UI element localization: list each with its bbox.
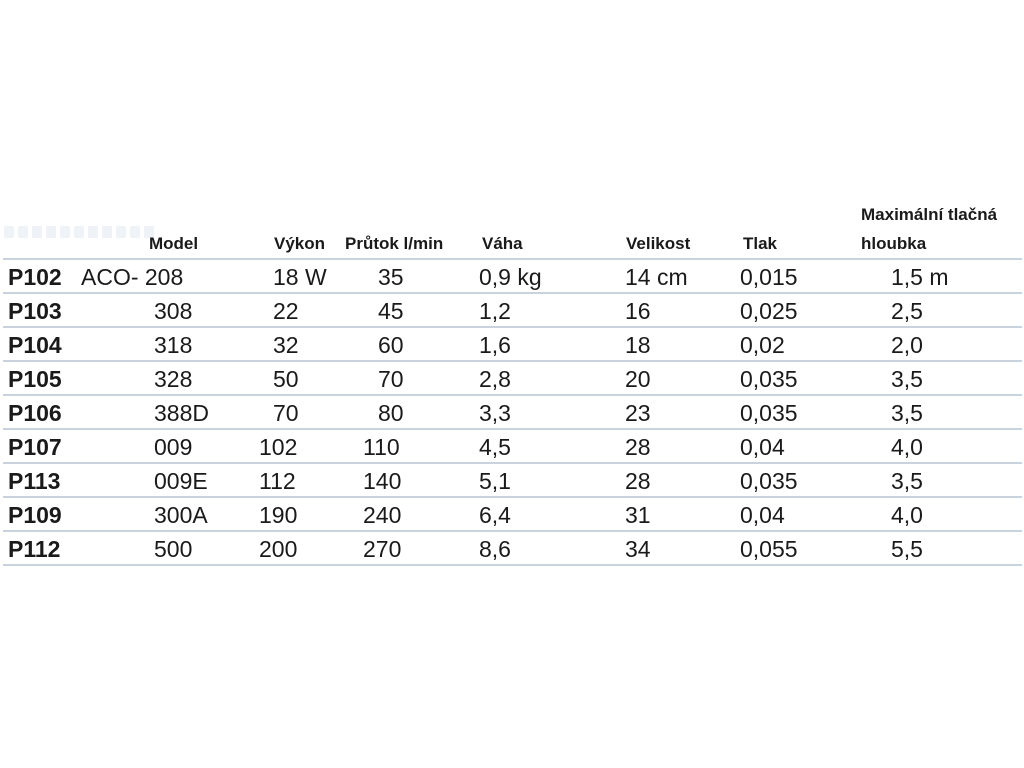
cell-vykon: 112 [259,468,296,494]
cell-model: 009 [154,434,193,460]
cell-hloubka: 5,5 [891,536,923,562]
cell-code: P106 [8,400,62,426]
cell-hloubka: 2,0 [891,332,923,358]
cell-velikost: 34 [625,536,651,562]
cell-hloubka: 3,5 [891,400,923,426]
cell-velikost: 31 [625,502,651,528]
cell-velikost: 28 [625,434,651,460]
cell-prutok: 45 [378,298,404,324]
table-row [3,430,1022,464]
cell-vaha: 4,5 [479,434,511,460]
cell-code: P113 [8,468,61,494]
cell-prutok: 35 [378,264,404,290]
cell-hloubka: 4,0 [891,434,923,460]
header-tlak: Tlak [743,234,778,253]
cell-vykon: 18 W [273,264,327,290]
cell-vykon: 200 [259,536,298,562]
header-hloubka-line2: hloubka [861,234,927,253]
header-velikost: Velikost [626,234,691,253]
cell-velikost: 28 [625,468,651,494]
cell-velikost: 18 [625,332,651,358]
cell-model: 328 [154,366,193,392]
cell-model: 388D [154,400,209,426]
cell-vykon: 22 [273,298,299,324]
cell-model: 500 [154,536,193,562]
cell-vykon: 50 [273,366,299,392]
cell-vaha: 8,6 [479,536,511,562]
cell-model: 300A [154,502,208,528]
table-row [3,362,1022,396]
cell-vykon: 102 [259,434,298,460]
cell-hloubka: 1,5 m [891,264,949,290]
cell-vaha: 1,6 [479,332,511,358]
cell-prutok: 140 [363,468,402,494]
cell-vykon: 32 [273,332,299,358]
cell-code: P109 [8,502,62,528]
cell-vaha: 2,8 [479,366,511,392]
cell-prutok: 70 [378,366,404,392]
cell-tlak: 0,04 [740,434,785,460]
header-prutok: Průtok l/min [345,234,444,253]
cell-model: 009E [154,468,208,494]
cell-code: P103 [8,298,62,324]
cell-hloubka: 4,0 [891,502,923,528]
cell-vaha: 1,2 [479,298,511,324]
row-divider [3,564,1022,566]
cell-velikost: 14 cm [625,264,688,290]
cell-velikost: 20 [625,366,651,392]
cell-prutok: 110 [363,434,400,460]
cell-hloubka: 3,5 [891,468,923,494]
cell-tlak: 0,04 [740,502,785,528]
cell-tlak: 0,015 [740,264,798,290]
table-row [3,396,1022,430]
cell-vaha: 3,3 [479,400,511,426]
faded-header-artifact [4,226,154,238]
cell-code: P107 [8,434,62,460]
header-hloubka-line1: Maximální tlačná [861,205,998,224]
table-row [3,464,1022,498]
cell-hloubka: 2,5 [891,298,923,324]
cell-model: ACO- 208 [81,264,184,290]
table-row [3,532,1022,566]
table-row [3,294,1022,328]
header-vaha: Váha [482,234,523,253]
cell-prutok: 240 [363,502,402,528]
table-row [3,498,1022,532]
header-model: Model [149,234,199,253]
cell-model: 318 [154,332,193,358]
cell-model: 308 [154,298,193,324]
cell-vaha: 0,9 kg [479,264,542,290]
cell-vaha: 6,4 [479,502,511,528]
cell-code: P104 [8,332,62,358]
cell-prutok: 270 [363,536,402,562]
cell-prutok: 60 [378,332,404,358]
cell-velikost: 16 [625,298,651,324]
cell-tlak: 0,02 [740,332,785,358]
cell-vykon: 70 [273,400,299,426]
cell-tlak: 0,035 [740,366,798,392]
cell-tlak: 0,055 [740,536,798,562]
cell-vykon: 190 [259,502,298,528]
cell-tlak: 0,035 [740,400,798,426]
cell-hloubka: 3,5 [891,366,923,392]
cell-code: P105 [8,366,62,392]
table-row [3,328,1022,362]
cell-velikost: 23 [625,400,651,426]
cell-tlak: 0,025 [740,298,798,324]
cell-tlak: 0,035 [740,468,798,494]
cell-prutok: 80 [378,400,404,426]
cell-vaha: 5,1 [479,468,511,494]
cell-code: P112 [8,536,61,562]
table-row [3,260,1022,294]
cell-code: P102 [8,264,62,290]
header-vykon: Výkon [274,234,326,253]
